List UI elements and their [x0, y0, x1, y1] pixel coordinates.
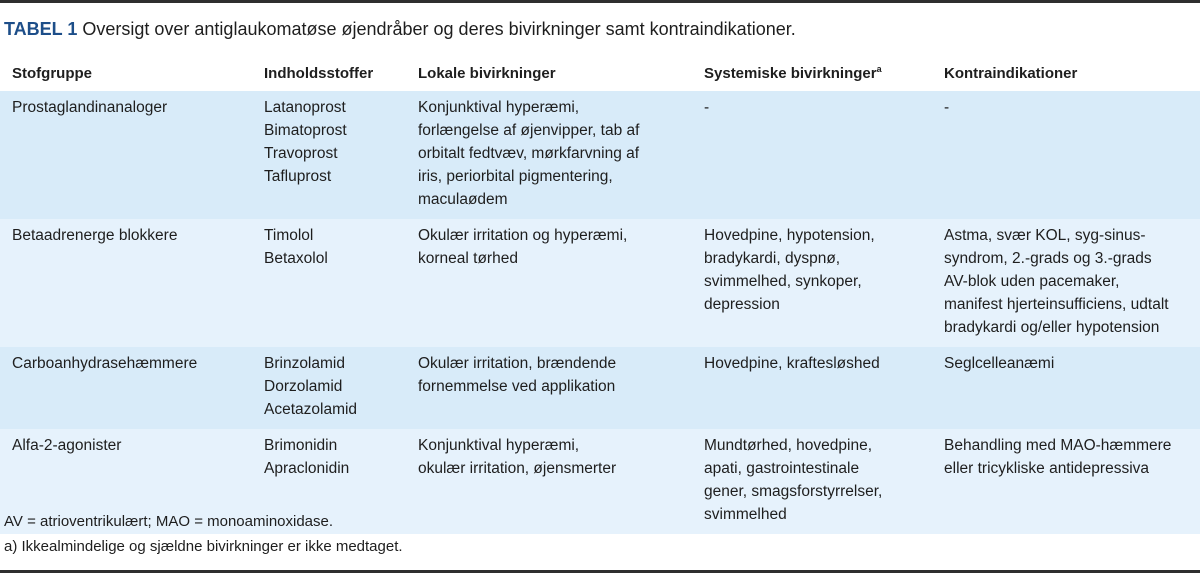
cell-line: Timolol — [264, 227, 314, 244]
cell-line: Behandling med MAO-hæmmere — [944, 437, 1172, 454]
table-row — [0, 219, 1200, 347]
cell-stofgruppe: Carboanhydrasehæmmere — [0, 347, 264, 429]
cell-line: Brimonidin — [264, 437, 338, 454]
cell-indholdsstoffer — [264, 219, 418, 347]
cell-line: apati, gastrointestinale — [704, 460, 860, 477]
header-indholdsstoffer: Indholdsstoffer — [264, 65, 374, 82]
footnote-a: a) Ikkealmindelige og sjældne bivirkninger er ikke medtaget. — [4, 538, 403, 555]
drug-table — [0, 59, 1200, 534]
top-rule — [0, 0, 1200, 3]
cell-line: Okulær irritation, brændende — [418, 355, 617, 372]
cell-systemiske — [704, 429, 944, 534]
cell-line: Astma, svær KOL, syg-sinus- — [944, 227, 1146, 244]
cell-systemiske — [704, 91, 944, 219]
cell-line: Konjunktival hyperæmi, — [418, 99, 580, 116]
cell-line: depression — [704, 296, 780, 313]
cell-line: Okulær irritation og hyperæmi, — [418, 227, 628, 244]
cell-line: Mundtørhed, hovedpine, — [704, 437, 873, 454]
table-title: Oversigt over antiglaukomatøse øjendråber og deres bivirkninger samt kontraindikationer. — [82, 19, 796, 39]
cell-lokale — [418, 347, 704, 429]
table-row — [0, 91, 1200, 219]
cell-line: eller tricykliske antidepressiva — [944, 460, 1150, 477]
cell-stofgruppe: Alfa-2-agonister — [0, 429, 264, 534]
cell-kontraindikationer — [944, 347, 1200, 429]
cell-line: svimmelhed, synkoper, — [704, 273, 862, 290]
header-systemiske — [704, 59, 944, 91]
header-stofgruppe: Stofgruppe — [12, 65, 92, 82]
cell-line: - — [704, 99, 710, 116]
cell-lokale — [418, 219, 704, 347]
cell-line: bradykardi og/eller hypotension — [944, 319, 1160, 336]
cell-line: gener, smagsforstyrrelser, — [704, 483, 883, 500]
cell-systemiske — [704, 219, 944, 347]
cell-line: Acetazolamid — [264, 401, 358, 418]
header-lokale: Lokale bivirkninger — [418, 65, 556, 82]
cell-line: orbitalt fedtvæv, mørkfarvning af — [418, 145, 640, 162]
cell-line: Travoprost — [264, 145, 338, 162]
cell-line: forlængelse af øjenvipper, tab af — [418, 122, 640, 139]
cell-line: Latanoprost — [264, 99, 346, 116]
cell-line: bradykardi, dyspnø, — [704, 250, 841, 267]
header-row — [0, 59, 1200, 91]
cell-line: Apraclonidin — [264, 460, 350, 477]
cell-line: manifest hjerteinsufficiens, udtalt — [944, 296, 1169, 313]
cell-line: iris, periorbital pigmentering, — [418, 168, 613, 185]
cell-line: Seglcelleanæmi — [944, 355, 1055, 372]
cell-line: korneal tørhed — [418, 250, 518, 267]
cell-lokale — [418, 429, 704, 534]
table-row — [0, 347, 1200, 429]
cell-line: - — [944, 99, 950, 116]
cell-lokale — [418, 91, 704, 219]
cell-kontraindikationer — [944, 91, 1200, 219]
cell-line: svimmelhed — [704, 506, 787, 523]
cell-line: Bimatoprost — [264, 122, 347, 139]
cell-systemiske — [704, 347, 944, 429]
cell-line: okulær irritation, øjensmerter — [418, 460, 617, 477]
footnote-abbreviations: AV = atrioventrikulært; MAO = monoaminoxidase. — [4, 513, 334, 530]
cell-line: Dorzolamid — [264, 378, 343, 395]
cell-line: Brinzolamid — [264, 355, 345, 372]
cell-stofgruppe: Prostaglandinanaloger — [0, 91, 264, 219]
table-caption — [4, 19, 796, 40]
cell-line: Hovedpine, hypotension, — [704, 227, 875, 244]
cell-line: fornemmelse ved applikation — [418, 378, 616, 395]
table-label: TABEL 1 — [4, 19, 78, 39]
cell-kontraindikationer — [944, 219, 1200, 347]
cell-line: Betaxolol — [264, 250, 328, 267]
cell-line: syndrom, 2.-grads og 3.-grads — [944, 250, 1152, 267]
cell-indholdsstoffer — [264, 347, 418, 429]
cell-indholdsstoffer — [264, 91, 418, 219]
cell-line: Hovedpine, kraftesløshed — [704, 355, 880, 372]
footnote-marker: a — [876, 64, 882, 74]
header-systemiske-text: Systemiske bivirkninger — [704, 65, 877, 82]
cell-line: AV-blok uden pacemaker, — [944, 273, 1120, 290]
bottom-rule — [0, 570, 1200, 573]
cell-line: maculaødem — [418, 191, 508, 208]
cell-kontraindikationer — [944, 429, 1200, 534]
header-kontraindikationer: Kontraindikationer — [944, 65, 1078, 82]
cell-line: Konjunktival hyperæmi, — [418, 437, 580, 454]
cell-stofgruppe: Betaadrenerge blokkere — [0, 219, 264, 347]
cell-line: Tafluprost — [264, 168, 332, 185]
